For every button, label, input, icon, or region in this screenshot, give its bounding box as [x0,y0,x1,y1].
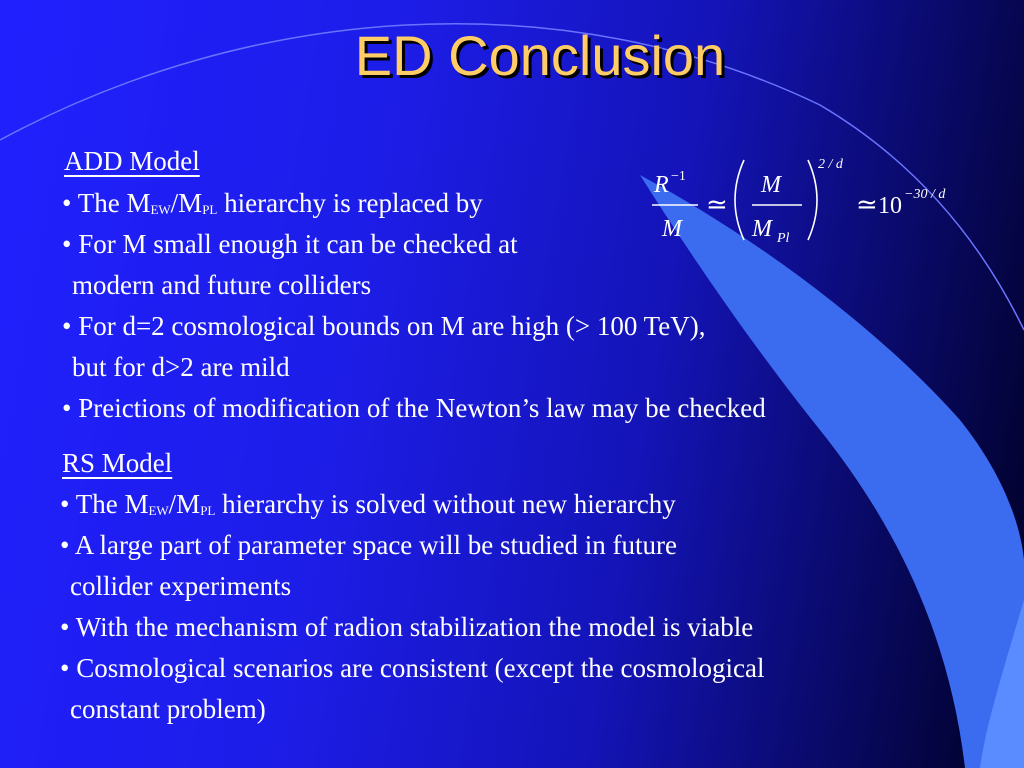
formula-left-paren [735,160,744,240]
formula-den-var: M [662,216,682,242]
hierarchy-formula [648,150,968,250]
rs-bullet-1-mid: /M [168,489,201,519]
formula-inner-den: M [752,216,772,242]
add-bullet-1-mid: /M [170,188,203,218]
slide-title: ED Conclusion [354,24,726,87]
rs-bullet-2-line-1: • A large part of parameter space will be studied in future [60,530,677,560]
add-bullet-3-line-1: • For d=2 cosmological bounds on M are high (> 100 TeV), [62,311,706,341]
add-bullet-1-prefix: • The M [62,188,151,218]
formula-inner-num: M [761,172,781,198]
rs-bullet-1 [60,491,676,518]
add-bullet-1-sub-pl: PL [202,202,218,217]
add-model-heading: ADD Model [64,146,200,176]
rs-bullet-1-prefix: • The M [60,489,149,519]
add-bullet-1-sub-ew: EW [150,202,171,217]
rs-bullet-4-line-1: • Cosmological scenarios are consistent (except the cosmological [60,653,765,683]
formula-base: 10 [878,193,902,219]
rs-bullet-1-suffix: hierarchy is solved without new hierarchy [215,489,676,519]
formula-right-paren [808,160,817,240]
add-bullet-4: • Preictions of modification of the Newton’s law may be checked [62,393,766,423]
add-bullet-3-line-2: but for d>2 are mild [72,352,290,382]
rs-bullet-2-line-2: collider experiments [70,571,292,601]
rs-bullet-1-sub-ew: EW [148,503,169,518]
rs-bullet-3: • With the mechanism of radion stabilization the model is viable [60,612,754,642]
formula-outer-exp: 2 / d [818,157,843,172]
formula-exp: −30 / d [904,187,946,202]
formula-inner-den-sub: Pl [777,231,790,246]
formula-approx-1: ≃ [706,190,728,219]
formula-approx-2: ≃ [856,190,878,219]
rs-model-heading: RS Model [62,448,173,478]
add-bullet-2-line-1: • For M small enough it can be checked at [62,229,518,259]
add-bullet-2-line-2: modern and future colliders [72,270,372,300]
add-bullet-1 [62,190,483,217]
formula-num-var: R [654,172,669,198]
formula-num-exp: −1 [671,169,686,184]
rs-bullet-4-line-2: constant problem) [70,694,266,724]
rs-bullet-1-sub-pl: PL [200,503,216,518]
add-bullet-1-suffix: hierarchy is replaced by [217,188,483,218]
